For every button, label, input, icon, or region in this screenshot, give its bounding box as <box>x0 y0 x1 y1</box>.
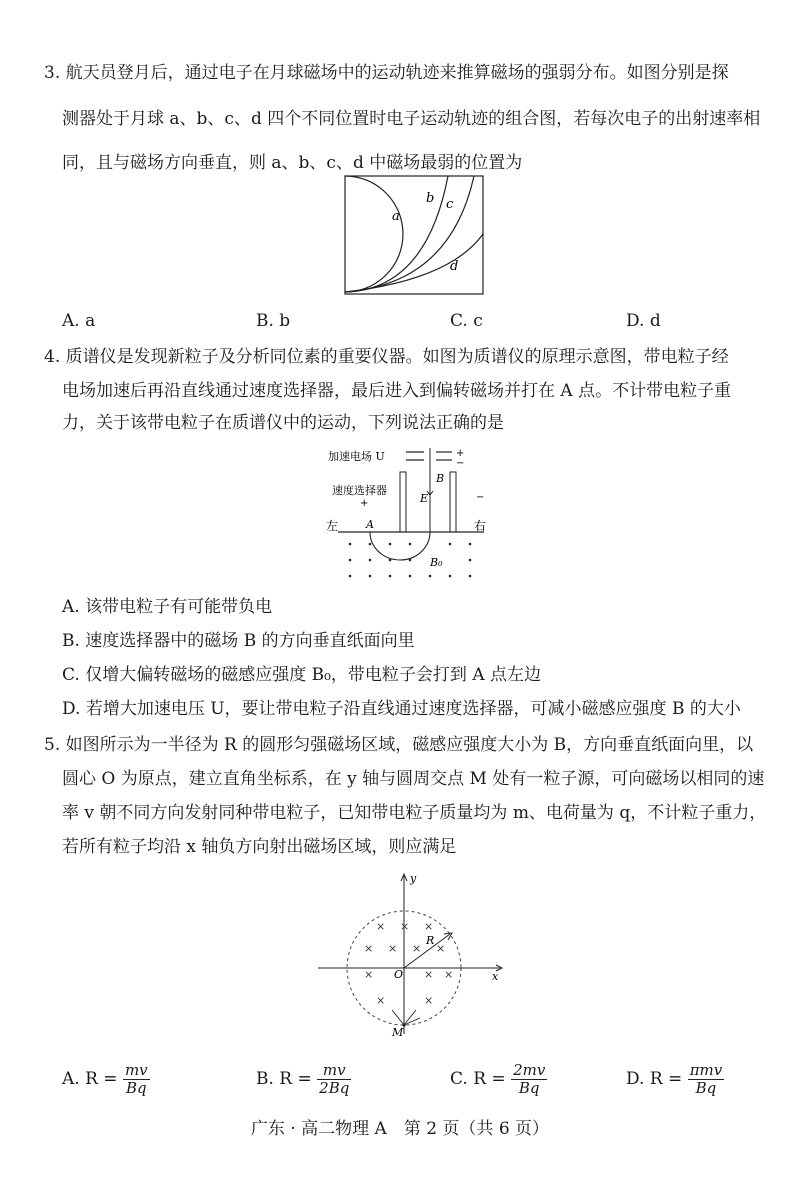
q5-circle-field-figure <box>316 872 506 1042</box>
q5-label-O: O <box>394 968 404 981</box>
q5-option-c-prefix: C. R = <box>450 1069 506 1089</box>
q5-cross: × <box>412 942 422 955</box>
q5-option-d-denominator: Bq <box>695 1079 717 1097</box>
q4-deflection-arc <box>370 532 430 560</box>
q5-option-c-fraction <box>511 1062 547 1097</box>
q5-option-b-fraction <box>317 1062 351 1097</box>
q5-option-b-prefix: B. R = <box>256 1069 312 1089</box>
q4-label-selector: 速度选择器 <box>332 484 387 497</box>
q5-option-a-fraction <box>123 1062 150 1097</box>
q5-label-M: M <box>392 1026 404 1039</box>
q5-cross: × <box>424 920 434 933</box>
q4-field-dots <box>349 543 472 578</box>
q5-label-R: R <box>426 934 435 947</box>
q4-plus-top: + <box>456 448 465 459</box>
q3-trajectory-figure <box>340 174 488 298</box>
q5-option-a <box>62 1062 150 1097</box>
q5-option-d-numerator: πmv <box>689 1061 723 1079</box>
q5-line-3: 率 v 朝不同方向发射同种带电粒子，已知带电粒子质量均为 m、电荷量为 q，不计粒子重力， <box>62 803 767 823</box>
q3-label-a: a <box>392 209 400 224</box>
q5-cross: × <box>376 994 386 1007</box>
q4-label-right: 右 <box>474 519 487 533</box>
q4-label-E: E <box>420 492 429 505</box>
q5-option-b <box>256 1062 351 1097</box>
q5-option-a-denominator: Bq <box>125 1079 147 1097</box>
q5-cross: × <box>388 942 398 955</box>
q5-label-y: y <box>410 872 417 885</box>
q5-cross: × <box>376 920 386 933</box>
q4-minus-top: − <box>456 458 465 469</box>
q4-label-B: B <box>436 472 445 485</box>
q3-label-d: d <box>450 259 459 274</box>
q4-line-2: 电场加速后再沿直线通过速度选择器，最后进入到偏转磁场并打在 A 点。不计带电粒子重 <box>62 381 732 401</box>
q4-option-c: C. 仅增大偏转磁场的磁感应强度 B₀，带电粒子会打到 A 点左边 <box>62 665 542 685</box>
q4-label-left: 左 <box>326 519 339 533</box>
q3-curve-d <box>345 234 483 292</box>
q5-cross: × <box>364 968 374 981</box>
q3-line-1: 3. 航天员登月后，通过电子在月球磁场中的运动轨迹来推算磁场的强弱分布。如图分别是探 <box>44 63 729 83</box>
q4-line-3: 力，关于该带电粒子在质谱仪中的运动，下列说法正确的是 <box>62 413 504 433</box>
q3-label-c: c <box>446 197 454 212</box>
q3-option-c: C. c <box>450 311 483 331</box>
q4-option-b: B. 速度选择器中的磁场 B 的方向垂直纸面向里 <box>62 631 415 651</box>
q4-plate-right <box>450 472 456 532</box>
q5-option-d-fraction <box>688 1062 725 1097</box>
q5-option-a-prefix: A. R = <box>62 1069 118 1089</box>
q5-line-4: 若所有粒子均沿 x 轴负方向射出磁场区域，则应满足 <box>62 837 457 857</box>
q4-label-accel: 加速电场 U <box>328 450 385 463</box>
q5-field-crosses <box>364 920 453 1007</box>
q4-plus-left: + <box>360 498 369 509</box>
q5-cross: × <box>424 968 434 981</box>
q3-line-3: 同，且与磁场方向垂直，则 a、b、c、d 中磁场最弱的位置为 <box>62 153 523 173</box>
q4-line-1: 4. 质谱仪是发现新粒子及分析同位素的重要仪器。如图为质谱仪的原理示意图，带电粒子经 <box>44 347 729 367</box>
q3-line-2: 测器处于月球 a、b、c、d 四个不同位置时电子运动轨迹的组合图，若每次电子的出射速率相 <box>62 109 761 129</box>
q5-cross: × <box>400 920 410 933</box>
q3-curve-a <box>345 176 403 292</box>
q4-option-a: A. 该带电粒子有可能带负电 <box>62 597 273 617</box>
q5-option-c <box>450 1062 547 1097</box>
q5-cross: × <box>444 968 454 981</box>
q5-cross: × <box>424 994 434 1007</box>
q5-particle-source-arrows <box>392 1008 420 1025</box>
q4-mass-spectrometer-figure <box>326 446 496 580</box>
q5-cross: × <box>364 942 374 955</box>
q3-curve-c <box>345 176 474 292</box>
q5-option-b-numerator: mv <box>317 1062 351 1080</box>
q4-label-B0: B₀ <box>430 556 443 569</box>
q5-option-d-prefix: D. R = <box>626 1069 683 1089</box>
q5-option-d <box>626 1062 724 1097</box>
q4-option-d: D. 若增大加速电压 U，要让带电粒子沿直线通过速度选择器，可减小磁感应强度 B 的大小 <box>62 699 741 719</box>
q5-line-2: 圆心 O 为原点，建立直角坐标系，在 y 轴与圆周交点 M 处有一粒子源，可向磁场以相同的速 <box>62 769 765 789</box>
q4-plate-left <box>400 472 406 532</box>
q4-label-A: A <box>366 518 374 531</box>
q3-frame <box>345 176 483 294</box>
q5-source-point <box>402 1023 405 1026</box>
q5-cross: × <box>436 942 446 955</box>
q3-option-d: D. d <box>626 311 661 331</box>
q5-option-b-denominator: 2Bq <box>319 1079 350 1097</box>
q4-minus-right: − <box>476 492 485 503</box>
q5-option-c-denominator: Bq <box>518 1079 540 1097</box>
q5-option-c-numerator: 2mv <box>513 1061 546 1079</box>
q5-line-1: 5. 如图所示为一半径为 R 的圆形匀强磁场区域，磁感应强度大小为 B，方向垂直纸面向里，以 <box>44 735 754 755</box>
q5-label-x: x <box>492 970 499 983</box>
q3-label-b: b <box>426 191 435 206</box>
q3-option-a: A. a <box>62 311 96 331</box>
q3-option-b: B. b <box>256 311 291 331</box>
q5-option-a-numerator: mv <box>124 1061 148 1079</box>
page-footer: 广东 · 高二物理 A 第 2 页（共 6 页） <box>250 1119 550 1139</box>
